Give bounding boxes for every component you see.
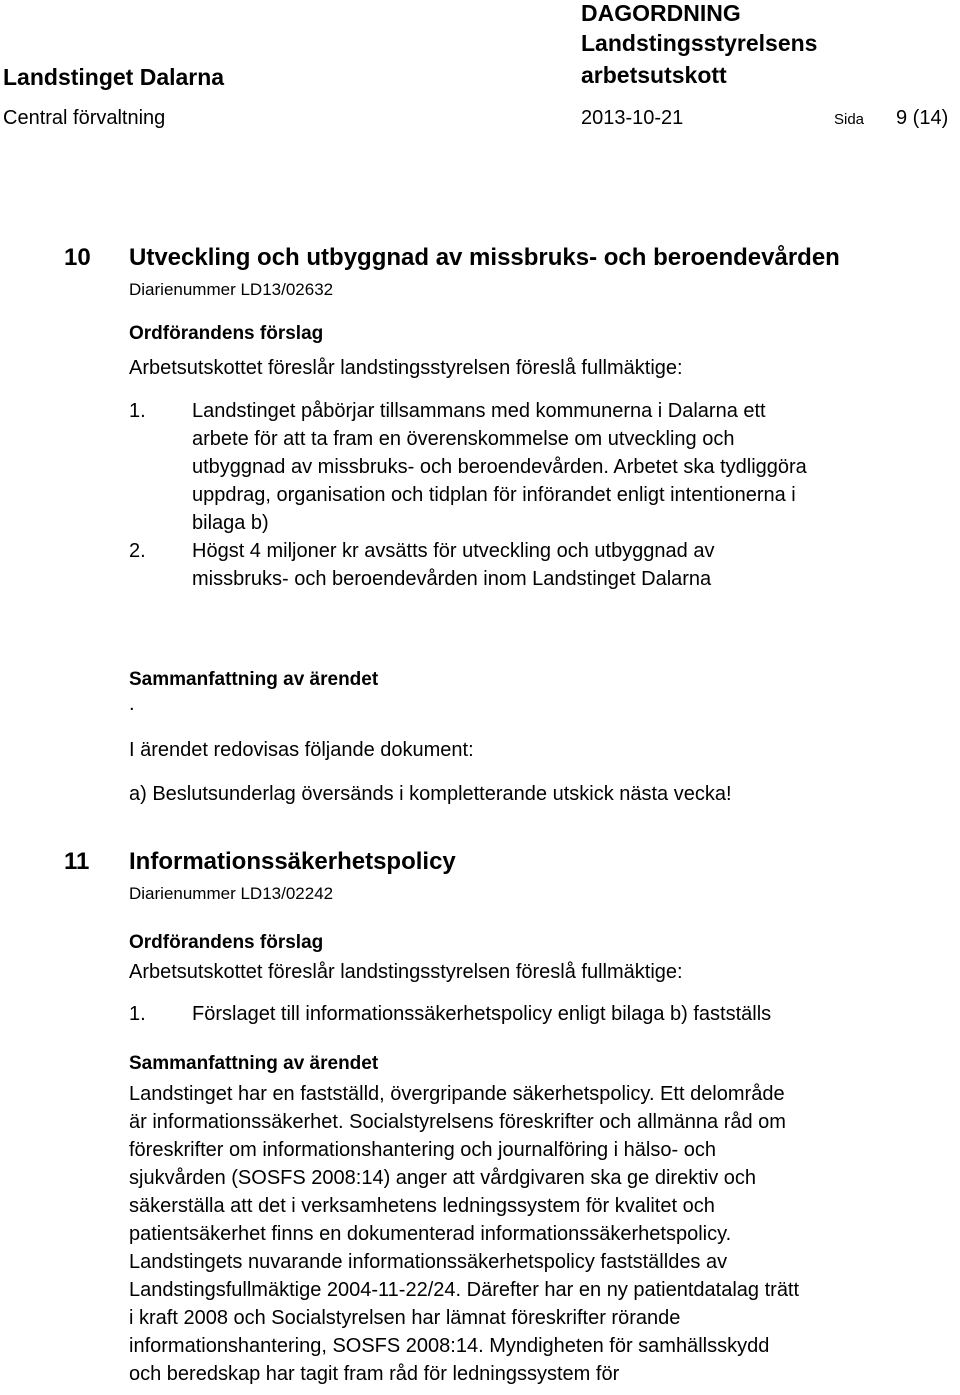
list-marker: 2. bbox=[129, 540, 146, 562]
summary-line: informationshantering, SOSFS 2008:14. Myndigheten för samhällsskydd bbox=[129, 1335, 770, 1357]
item-number: 10 bbox=[64, 244, 91, 271]
doc-date: 2013-10-21 bbox=[581, 107, 684, 129]
summary-line: säkerställa att det i verksamhetens ledningssystem för kvalitet och bbox=[129, 1195, 715, 1217]
org-name: Landstinget Dalarna bbox=[3, 64, 225, 90]
summary-docs: I ärendet redovisas följande dokument: bbox=[129, 739, 474, 761]
doc-body-line1: Landstingsstyrelsens bbox=[581, 30, 818, 56]
summary-dot: . bbox=[129, 693, 135, 715]
org-unit: Central förvaltning bbox=[3, 107, 166, 129]
summary-line: Landstinget har en fastställd, övergripande säkerhetspolicy. Ett delområde bbox=[129, 1083, 785, 1105]
item-title: Informationssäkerhetspolicy bbox=[129, 848, 456, 875]
doc-type: DAGORDNING bbox=[581, 0, 741, 26]
proposal-heading: Ordförandens förslag bbox=[129, 323, 324, 344]
proposal-heading: Ordförandens förslag bbox=[129, 932, 324, 953]
proposal-intro: Arbetsutskottet föreslår landstingsstyrelsen föreslå fullmäktige: bbox=[129, 357, 683, 379]
summary-line: är informationssäkerhet. Socialstyrelsens föreskrifter och allmänna råd om bbox=[129, 1111, 786, 1133]
list-item-line: utbyggnad av missbruks- och beroendevården. Arbetet ska tydliggöra bbox=[192, 456, 807, 478]
list-item-line: Högst 4 miljoner kr avsätts för utveckling och utbyggnad av bbox=[192, 540, 715, 562]
list-item-line: bilaga b) bbox=[192, 512, 269, 534]
summary-heading: Sammanfattning av ärendet bbox=[129, 1053, 379, 1074]
diarienummer: Diarienummer LD13/02242 bbox=[129, 884, 334, 903]
summary-item: a) Beslutsunderlag översänds i kompletterande utskick nästa vecka! bbox=[129, 783, 732, 805]
summary-line: och beredskap har tagit fram råd för ledningssystem för bbox=[129, 1363, 620, 1385]
summary-body bbox=[129, 1080, 957, 1388]
summary-line: sjukvården (SOSFS 2008:14) anger att vårdgivaren ska ge direktiv och bbox=[129, 1167, 756, 1189]
proposal-intro: Arbetsutskottet föreslår landstingsstyrelsen föreslå fullmäktige: bbox=[129, 961, 683, 983]
list-item-line: missbruks- och beroendevården inom Landstinget Dalarna bbox=[192, 568, 712, 590]
summary-line: i kraft 2008 och Socialstyrelsen har lämnat föreskrifter rörande bbox=[129, 1307, 681, 1329]
list-item bbox=[192, 537, 960, 593]
list-item-line: uppdrag, organisation och tidplan för införandet enligt intentionerna i bbox=[192, 484, 796, 506]
summary-heading: Sammanfattning av ärendet bbox=[129, 669, 379, 690]
summary-line: Landstingets nuvarande informationssäkerhetspolicy fastställdes av bbox=[129, 1251, 728, 1273]
list-item: Förslaget till informationssäkerhetspolicy enligt bilaga b) fastställs bbox=[192, 1003, 772, 1025]
summary-line: föreskrifter om informationshantering och journalföring i hälso- och bbox=[129, 1139, 716, 1161]
summary-line: Landstingsfullmäktige 2004-11-22/24. Därefter har en ny patientdatalag trätt bbox=[129, 1279, 800, 1301]
list-marker: 1. bbox=[129, 1003, 146, 1025]
list-marker: 1. bbox=[129, 400, 146, 422]
list-item-line: Landstinget påbörjar tillsammans med kommunerna i Dalarna ett bbox=[192, 400, 766, 422]
list-item-line: arbete för att ta fram en överenskommelse om utveckling och bbox=[192, 428, 735, 450]
page-number: 9 (14) bbox=[896, 107, 949, 129]
doc-body-line2: arbetsutskott bbox=[581, 62, 727, 88]
page-label: Sida bbox=[834, 111, 865, 128]
summary-line: patientsäkerhet finns en dokumenterad informationssäkerhetspolicy. bbox=[129, 1223, 732, 1245]
item-number: 11 bbox=[64, 848, 90, 875]
list-item bbox=[192, 397, 960, 537]
item-title: Utveckling och utbyggnad av missbruks- och beroendevården bbox=[129, 244, 840, 271]
diarienummer: Diarienummer LD13/02632 bbox=[129, 280, 334, 299]
